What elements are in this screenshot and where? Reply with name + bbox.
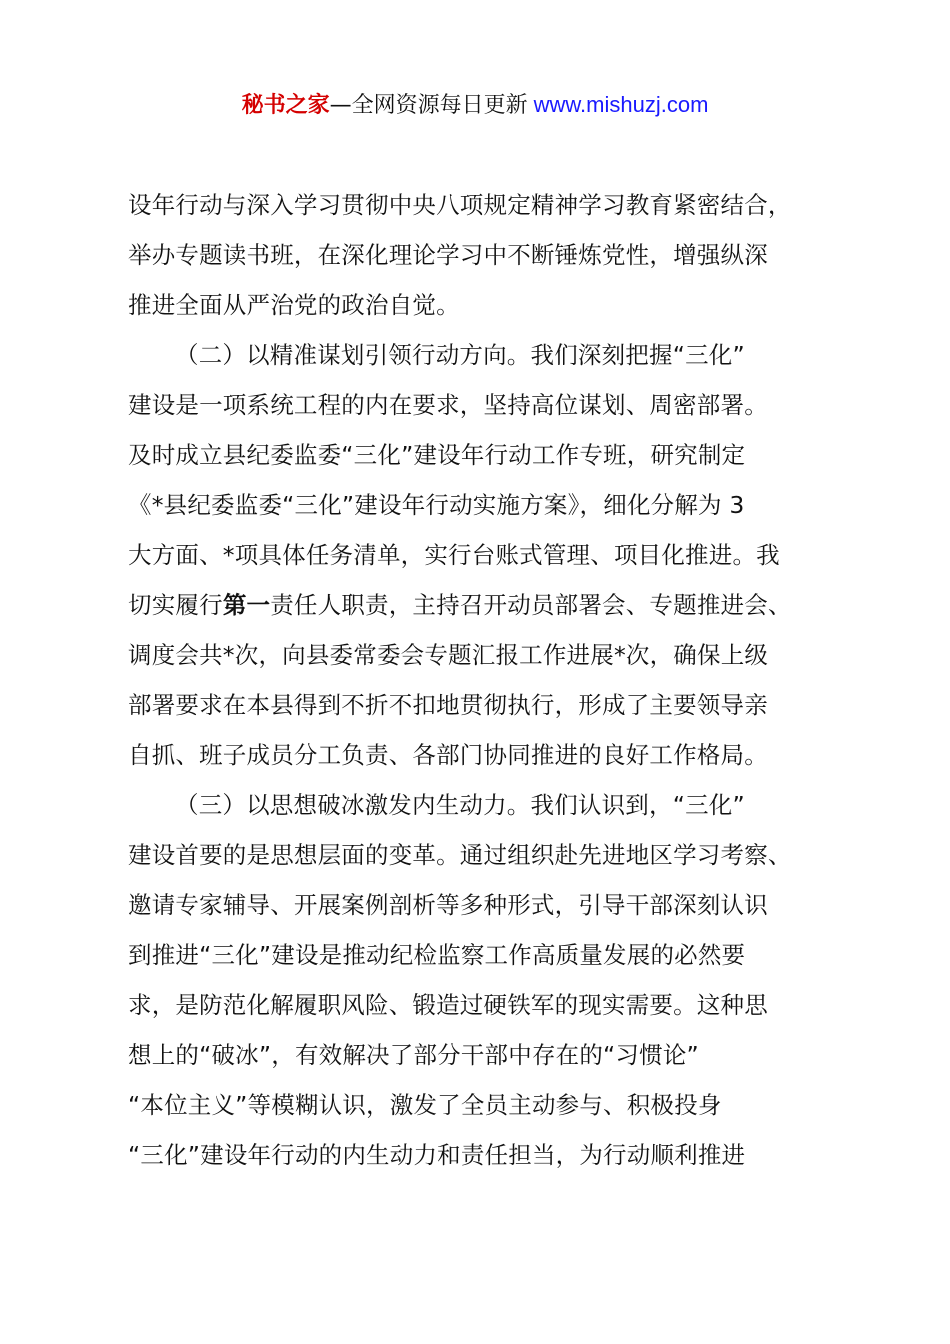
text-line: 建设是一项系统工程的内在要求，坚持高位谋划、周密部署。 (128, 391, 768, 419)
text-line: 到推进“三化”建设是推动纪检监察工作高质量发展的必然要 (128, 941, 746, 969)
text-line: 举办专题读书班，在深化理论学习中不断锤炼党性，增强纵深 (128, 241, 768, 269)
text-line: 想上的“破冰”，有效解决了部分干部中存在的“习惯论” (128, 1041, 699, 1069)
text-line: 建设首要的是思想层面的变革。通过组织赴先进地区学习考察、 (128, 841, 792, 869)
paragraph-heading-line: （三）以思想破冰激发内生动力。我们认识到，“三化” (175, 791, 745, 819)
text-line: 部署要求在本县得到不折不扣地贯彻执行，形成了主要领导亲 (128, 691, 768, 719)
text-segment: 切实履行 (128, 591, 223, 619)
text-line: “本位主义”等模糊认识，激发了全员主动参与、积极投身 (128, 1091, 722, 1119)
text-line: “三化”建设年行动的内生动力和责任担当，为行动顺利推进 (128, 1141, 746, 1169)
text-line (128, 580, 838, 630)
text-line: 设年行动与深入学习贯彻中央八项规定精神学习教育紧密结合， (128, 191, 792, 219)
text-segment: 责任人职责，主持召开动员部署会、专题推进会、 (270, 591, 792, 619)
header-tagline: —全网资源每日更新 (329, 93, 528, 118)
text-line: 推进全面从严治党的政治自觉。 (128, 291, 460, 319)
text-line: 及时成立县纪委监委“三化”建设年行动工作专班，研究制定 (128, 441, 746, 469)
bold-text: 第一 (222, 591, 271, 619)
text-line: 调度会共*次，向县委常委会专题汇报工作进展*次，确保上级 (128, 641, 769, 669)
text-line: 大方面、*项具体任务清单，实行台账式管理、项目化推进。我 (128, 541, 780, 569)
text-line: 求，是防范化解履职风险、锻造过硬铁军的现实需要。这种思 (128, 991, 768, 1019)
website-link[interactable]: www.mishuzj.com (533, 92, 709, 117)
text-line: 自抓、班子成员分工负责、各部门协同推进的良好工作格局。 (128, 741, 768, 769)
text-line: 《*县纪委监委“三化”建设年行动实施方案》，细化分解为 3 (128, 491, 745, 519)
paragraph-heading-line: （二）以精准谋划引领行动方向。我们深刻把握“三化” (175, 341, 745, 369)
brand-name: 秘书之家 (241, 93, 330, 118)
document-body (128, 180, 838, 1180)
text-line: 邀请专家辅导、开展案例剖析等多种形式，引导干部深刻认识 (128, 891, 768, 919)
page-header (0, 88, 950, 123)
